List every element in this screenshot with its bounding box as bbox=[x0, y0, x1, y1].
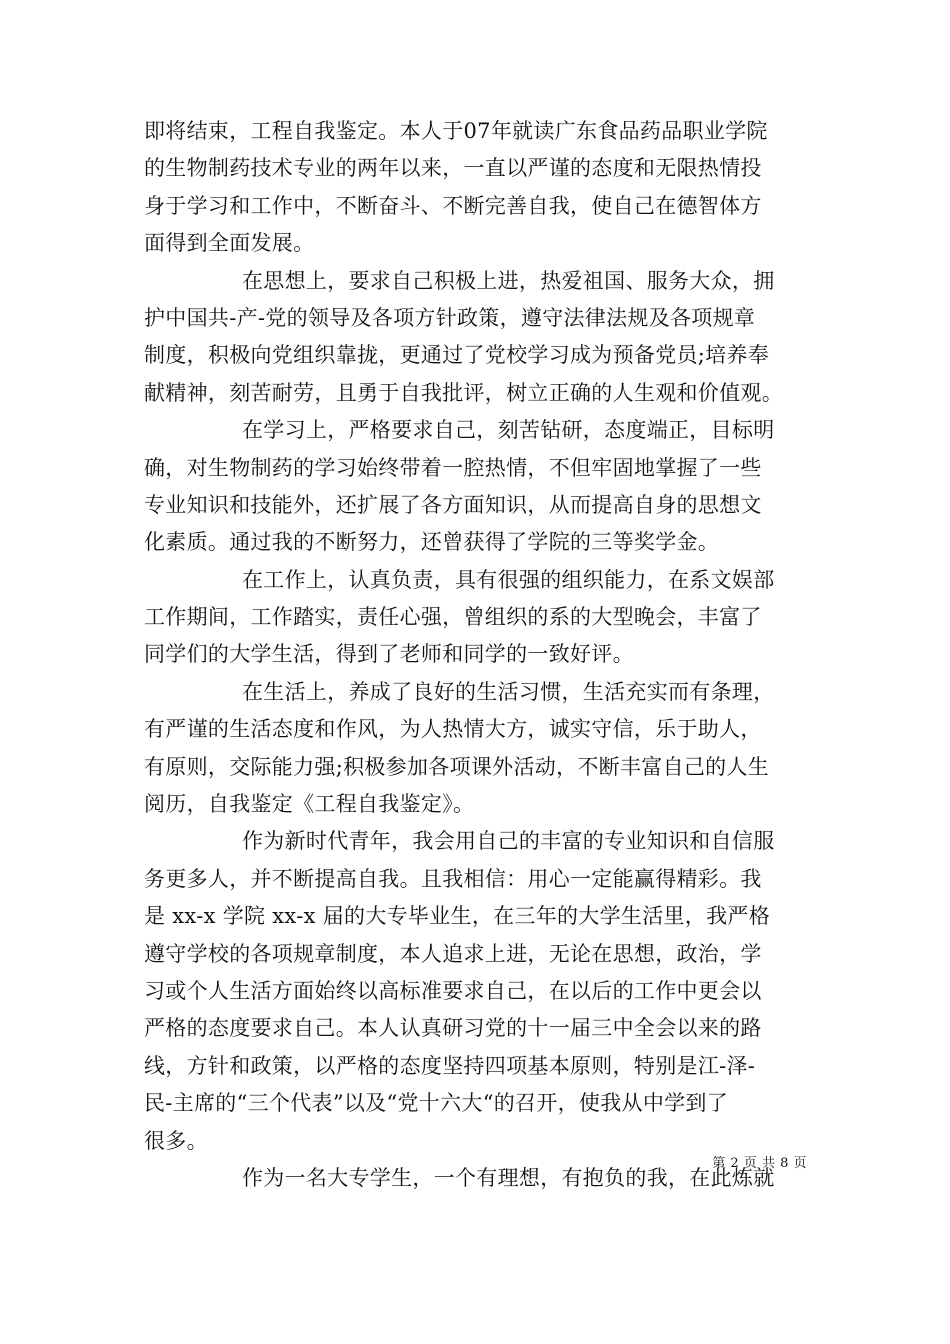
text-line: 面得到全面发展。 bbox=[144, 231, 315, 256]
paragraph-first-line: 作为一名大专学生，一个有理想，有抱负的我，在此炼就 bbox=[242, 1165, 775, 1190]
text-line: 遵守学校的各项规章制度，本人追求上进，无论在思想，政治，学 bbox=[144, 941, 762, 966]
text-line: 确，对生物制药的学习始终带着一腔热情，不但牢固地掌握了一些 bbox=[144, 455, 762, 480]
paragraph-first-line: 在工作上，认真负责，具有很强的组织能力，在系文娱部 bbox=[242, 567, 775, 592]
document-body bbox=[144, 113, 807, 1197]
paragraph-first-line: 作为新时代青年，我会用自己的丰富的专业知识和自信服 bbox=[242, 829, 775, 854]
text-line: 有原则，交际能力强;积极参加各项课外活动，不断丰富自己的人生 bbox=[144, 754, 770, 779]
text-line: 严格的态度要求自己。本人认真研习党的十一届三中全会以来的路 bbox=[144, 1016, 762, 1041]
text-line: 有严谨的生活态度和作风，为人热情大方，诚实守信，乐于助人， bbox=[144, 717, 762, 742]
text-line: 民-主席的“三个代表”以及“党十六大“的召开，使我从中学到了 bbox=[144, 1091, 729, 1116]
text-line: 护中国共-产-党的领导及各项方针政策，遵守法律法规及各项规章 bbox=[144, 305, 756, 330]
page-number: 第 2 页 共 8 页 bbox=[712, 1156, 807, 1171]
text-line: 献精神，刻苦耐劳，且勇于自我批评，树立正确的人生观和价值观。 bbox=[144, 380, 783, 405]
text-line: 的生物制药技术专业的两年以来，一直以严谨的态度和无限热情投 bbox=[144, 156, 762, 181]
text-line: 制度，积极向党组织靠拢，更通过了党校学习成为预备党员;培养奉 bbox=[144, 343, 770, 368]
text-line: 阅历，自我鉴定《工程自我鉴定》。 bbox=[144, 792, 475, 817]
paragraph-first-line: 在生活上，养成了良好的生活习惯，生活充实而有条理， bbox=[242, 679, 775, 704]
text-line: 同学们的大学生活，得到了老师和同学的一致好评。 bbox=[144, 642, 634, 667]
text-line: 是 xx-x 学院 xx-x 届的大专毕业生，在三年的大学生活里，我严格 bbox=[144, 904, 771, 929]
text-line: 专业知识和技能外，还扩展了各方面知识，从而提高自身的思想文 bbox=[144, 492, 762, 517]
text-line: 化素质。通过我的不断努力，还曾获得了学院的三等奖学金。 bbox=[144, 530, 720, 555]
paragraph-first-line: 在思想上，要求自己积极上进，热爱祖国、服务大众，拥 bbox=[242, 268, 775, 293]
text-line: 身于学习和工作中，不断奋斗、不断完善自我，使自己在德智体方 bbox=[144, 193, 762, 218]
text-line: 工作期间，工作踏实，责任心强，曾组织的系的大型晚会，丰富了 bbox=[144, 605, 762, 630]
text-line: 习或个人生活方面始终以高标准要求自己，在以后的工作中更会以 bbox=[144, 978, 762, 1003]
text-line: 很多。 bbox=[144, 1128, 208, 1153]
text-line: 即将结束，工程自我鉴定。本人于07年就读广东食品药品职业学院 bbox=[144, 119, 768, 143]
text-line: 务更多人，并不断提高自我。且我相信：用心一定能赢得精彩。我 bbox=[144, 866, 762, 891]
paragraph-first-line: 在学习上，严格要求自己，刻苦钻研，态度端正，目标明 bbox=[242, 418, 775, 443]
text-line: 线，方针和政策，以严格的态度坚持四项基本原则，特别是江-泽- bbox=[144, 1053, 756, 1078]
